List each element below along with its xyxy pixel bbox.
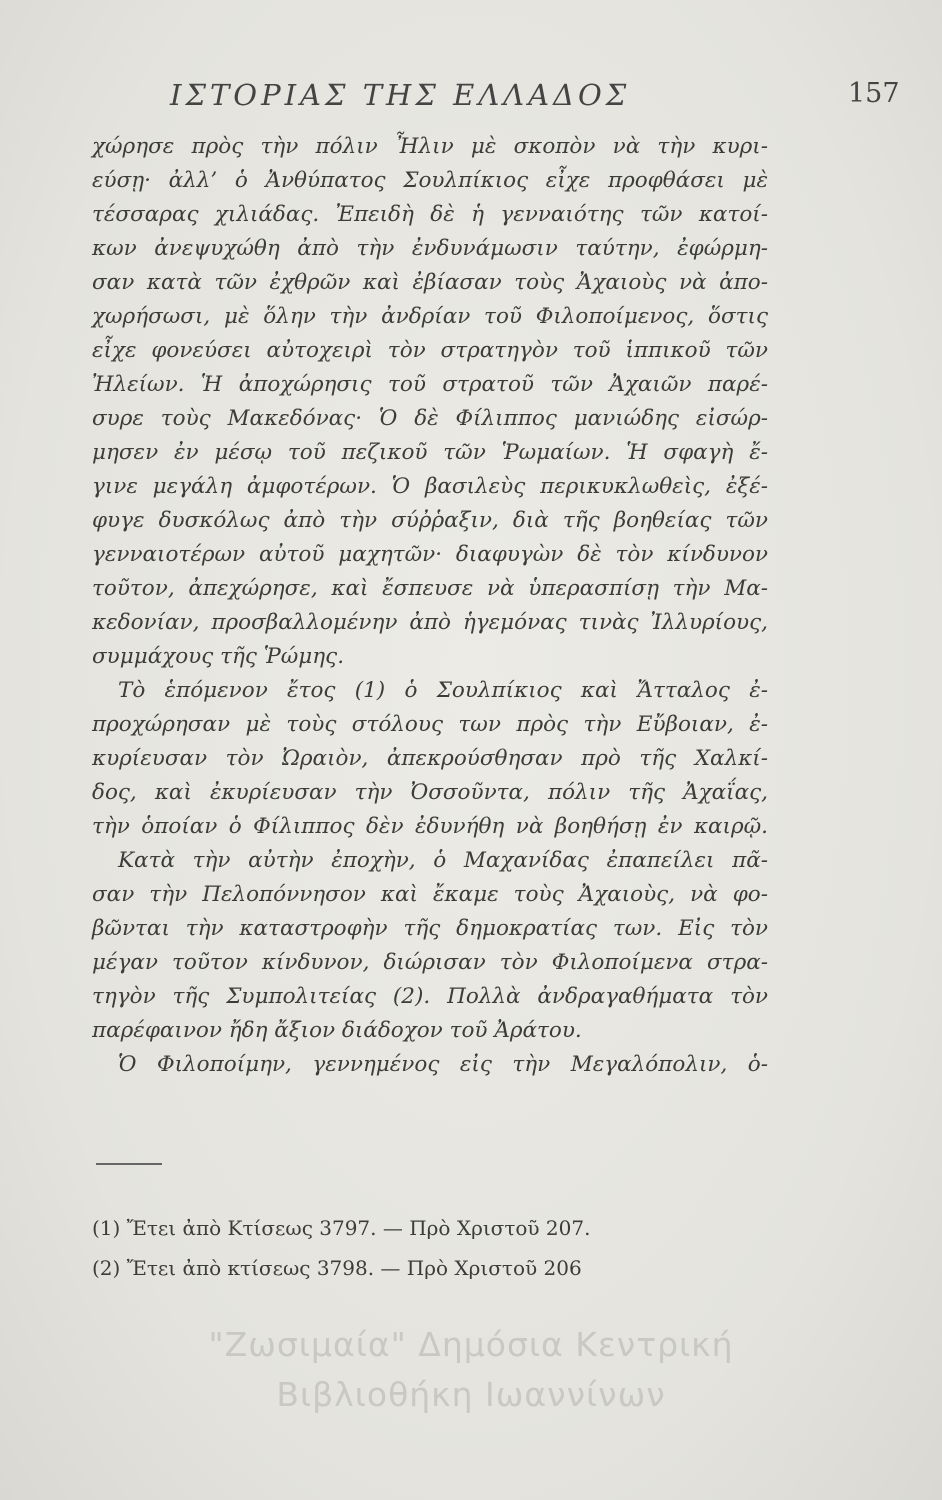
footnote: (2) Ἔτει ἀπὸ κτίσεως 3798. — Πρὸ Χριστοῦ 206: [92, 1256, 582, 1280]
text-line: τηγὸν τῆς Συμπολιτείας (2). Πολλὰ ἀνδραγαθήματα τὸν: [92, 984, 768, 1009]
text-line: προχώρησαν μὲ τοὺς στόλους των πρὸς τὴν Εὔβοιαν, ἐ-: [92, 712, 768, 737]
text-line: σαν τὴν Πελοπόννησον καὶ ἔκαμε τοὺς Ἀχαιοὺς, νὰ φο-: [92, 882, 768, 907]
footnote: (1) Ἔτει ἀπὸ Κτίσεως 3797. — Πρὸ Χριστοῦ 207.: [92, 1216, 591, 1240]
footnote-divider: [96, 1163, 162, 1165]
text-line: κων ἀνεψυχώθη ἀπὸ τὴν ἐνδυνάμωσιν ταύτην, ἐφώρμη-: [92, 236, 768, 261]
text-line: συμμάχους τῆς Ῥώμης.: [92, 644, 345, 669]
text-line: βῶνται τὴν καταστροφὴν τῆς δημοκρατίας των. Εἰς τὸν: [92, 916, 768, 941]
text-line: γινε μεγάλη ἀμφοτέρων. Ὁ βασιλεὺς περικυκλωθεὶς, ἐξέ-: [92, 474, 768, 499]
text-line: Κατὰ τὴν αὐτὴν ἐποχὴν, ὁ Μαχανίδας ἐπαπείλει πᾶ-: [118, 848, 768, 873]
text-line: κεδονίαν, προσβαλλομένην ἀπὸ ἡγεμόνας τινὰς Ἰλλυρίους,: [92, 610, 768, 635]
running-head: [0, 78, 942, 118]
library-watermark: [0, 1320, 942, 1420]
text-line: τέσσαρας χιλιάδας. Ἐπειδὴ δὲ ἡ γενναιότης τῶν κατοί-: [92, 202, 768, 227]
text-line: χώρησε πρὸς τὴν πόλιν Ἦλιν μὲ σκοπὸν νὰ τὴν κυρι-: [92, 134, 768, 159]
text-line: φυγε δυσκόλως ἀπὸ τὴν σύῤῥαξιν, διὰ τῆς βοηθείας τῶν: [92, 508, 768, 533]
text-line: γενναιοτέρων αὐτοῦ μαχητῶν· διαφυγὼν δὲ τὸν κίνδυνον: [92, 542, 768, 567]
text-line: Τὸ ἑπόμενον ἔτος (1) ὁ Σουλπίκιος καὶ Ἄτταλος ἐ-: [118, 678, 768, 703]
page-number: 157: [848, 78, 900, 109]
text-line: μησεν ἐν μέσῳ τοῦ πεζικοῦ τῶν Ῥωμαίων. Ἡ σφαγὴ ἔ-: [92, 440, 768, 465]
text-line: χωρήσωσι, μὲ ὅλην τὴν ἀνδρίαν τοῦ Φιλοποίμενος, ὅστις: [92, 304, 768, 329]
running-title: ΙΣΤΟΡΙΑΣ ΤΗΣ ΕΛΛΑΔΟΣ: [170, 78, 631, 112]
text-line: εἶχε φονεύσει αὐτοχειρὶ τὸν στρατηγὸν τοῦ ἱππικοῦ τῶν: [92, 338, 768, 363]
text-line: δος, καὶ ἐκυρίευσαν τὴν Ὀσσοῦντα, πόλιν τῆς Ἀχαΐας,: [92, 780, 768, 805]
body-text: [92, 130, 768, 1082]
text-line: σαν κατὰ τῶν ἐχθρῶν καὶ ἐβίασαν τοὺς Ἀχαιοὺς νὰ ἀπο-: [92, 270, 768, 295]
text-line: παρέφαινον ἤδη ἄξιον διάδοχον τοῦ Ἀράτου.: [92, 1018, 582, 1043]
watermark-line: Βιβλιοθήκη Ιωαννίνων: [276, 1375, 666, 1414]
text-line: Ἠλείων. Ἡ ἀποχώρησις τοῦ στρατοῦ τῶν Ἀχαιῶν παρέ-: [92, 372, 768, 397]
text-line: εύσῃ· ἀλλ’ ὁ Ἀνθύπατος Σουλπίκιος εἶχε προφθάσει μὲ: [92, 168, 768, 193]
text-line: Ὁ Φιλοποίμην, γεννημένος εἰς τὴν Μεγαλόπολιν, ὁ-: [118, 1052, 768, 1077]
watermark-line: "Ζωσιμαία" Δημόσια Κεντρική: [208, 1325, 734, 1364]
text-line: συρε τοὺς Μακεδόνας· Ὁ δὲ Φίλιππος μανιώδης εἰσώρ-: [92, 406, 768, 431]
footnotes: [92, 1208, 692, 1288]
text-line: κυρίευσαν τὸν Ὠραιὸν, ἀπεκρούσθησαν πρὸ τῆς Χαλκί-: [92, 746, 768, 771]
text-line: τοῦτον, ἀπεχώρησε, καὶ ἔσπευσε νὰ ὑπερασπίσῃ τὴν Μα-: [92, 576, 768, 601]
text-line: τὴν ὁποίαν ὁ Φίλιππος δὲν ἐδυνήθη νὰ βοηθήσῃ ἐν καιρῷ.: [92, 814, 768, 839]
text-line: μέγαν τοῦτον κίνδυνον, διώρισαν τὸν Φιλοποίμενα στρα-: [92, 950, 768, 975]
